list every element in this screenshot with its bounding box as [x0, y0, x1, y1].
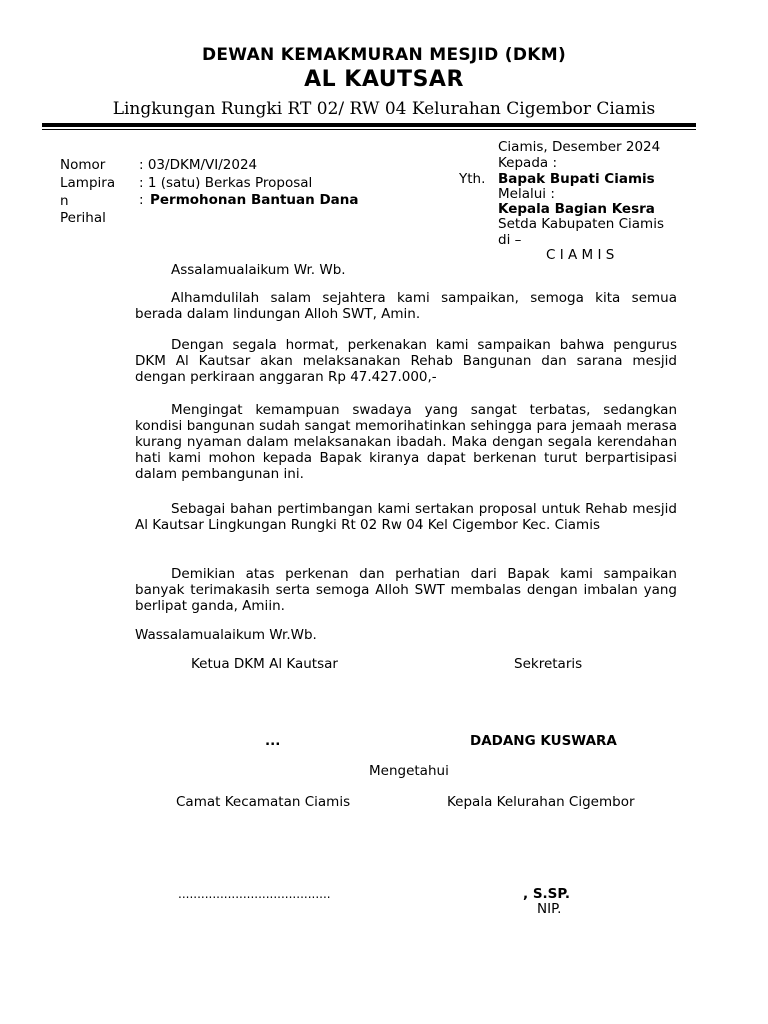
lampiran-label-wrap: n [60, 193, 69, 209]
lampiran-label: Lampira [60, 175, 116, 191]
acknowledged-label: Mengetahui [369, 763, 449, 779]
nomor-value: : 03/DKM/VI/2024 [139, 157, 258, 173]
di-label: di – [498, 232, 522, 248]
closing: Wassalamualaikum Wr.Wb. [135, 627, 317, 643]
org-address: Lingkungan Rungki RT 02/ RW 04 Kelurahan Cigembor Ciamis [112, 99, 656, 119]
paragraph-2: Dengan segala hormat, perkenakan kami sampaikan bahwa pengurus DKM Al Kautsar akan melaksanakan Rehab Bangunan dan sarana mesjid dengan perkiraan anggaran Rp 47.427.000,- [135, 337, 677, 385]
perihal-label: Perihal [60, 210, 106, 226]
melalui-label: Melalui : [498, 186, 555, 202]
org-name-line1: DEWAN KEMAKMURAN MESJID (DKM) [201, 45, 567, 65]
lurah-name: , S.SP. [523, 886, 570, 902]
recipient-name: Bapak Bupati Ciamis [498, 171, 655, 187]
perihal-value: Permohonan Bantuan Dana [150, 192, 359, 208]
org-name-line2: AL KAUTSAR [304, 67, 464, 92]
yth-label: Yth. [459, 171, 486, 187]
lampiran-value: : 1 (satu) Berkas Proposal [139, 175, 313, 191]
secretary-name: DADANG KUSWARA [470, 733, 617, 749]
letterhead-rule-thin [42, 129, 696, 130]
perihal-colon: : [139, 192, 144, 208]
kepada-label: Kepada : [498, 155, 558, 171]
paragraph-5: Demikian atas perkenan dan perhatian dari Bapak kami sampaikan banyak terimakasih serta semoga Alloh SWT membalas dengan imbalan yang berlipat ganda, Amiin. [135, 566, 677, 614]
via-name: Kepala Bagian Kesra [498, 201, 655, 217]
lurah-nip: NIP. [537, 901, 562, 917]
letter-date: Ciamis, Desember 2024 [498, 139, 661, 155]
chair-title: Ketua DKM Al Kautsar [191, 656, 338, 672]
greeting: Assalamualaikum Wr. Wb. [171, 262, 346, 278]
camat-title: Camat Kecamatan Ciamis [176, 794, 351, 810]
letterhead-rule-thick [42, 123, 696, 127]
camat-name: ........................................ [178, 887, 331, 901]
nomor-label: Nomor [60, 157, 106, 173]
via-office: Setda Kabupaten Ciamis [498, 216, 664, 232]
lurah-title: Kepala Kelurahan Cigembor [447, 794, 635, 810]
secretary-title: Sekretaris [514, 656, 583, 672]
paragraph-1: Alhamdulilah salam sejahtera kami sampaikan, semoga kita semua berada dalam lindungan Alloh SWT, Amin. [135, 290, 677, 322]
paragraph-3: Mengingat kemampuan swadaya yang sangat terbatas, sedangkan kondisi bangunan sudah sangat memorihatinkan sehingga para jemaah merasa kurang nyaman dalam melaksanakan ibadah. Maka dengan segala kerendahan hati kami mohon kepada Bapak kiranya dapat berkenan turut berpartisipasi dalam pembangunan ini. [135, 402, 677, 482]
chair-name: ... [265, 733, 281, 749]
paragraph-4: Sebagai bahan pertimbangan kami sertakan proposal untuk Rehab mesjid Al Kautsar Lingkungan Rungki Rt 02 Rw 04 Kel Cigembor Kec. Ciamis [135, 501, 677, 533]
recipient-city: C I A M I S [546, 247, 615, 263]
